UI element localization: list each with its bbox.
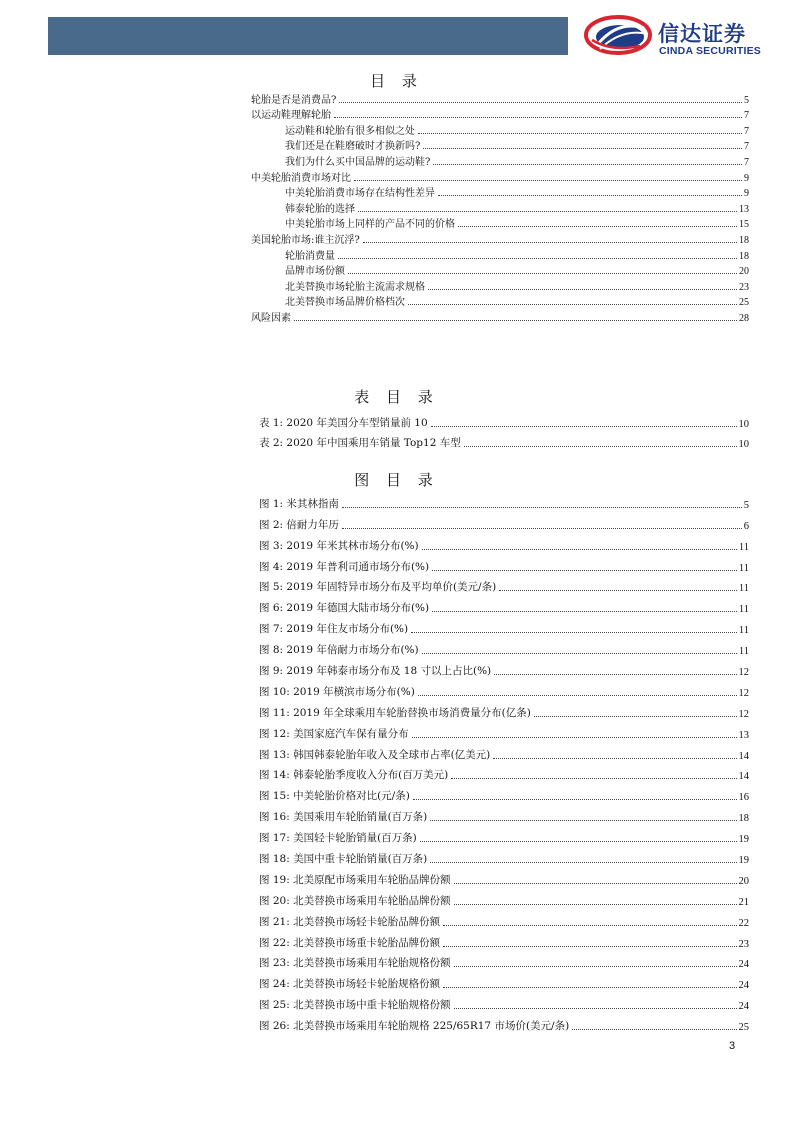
figure-list-entry-title: 图 1: 米其林指南 xyxy=(259,497,339,510)
dot-leader xyxy=(454,966,737,967)
figure-list-entry[interactable] xyxy=(259,866,749,887)
dot-leader xyxy=(534,716,737,717)
page-number: 3 xyxy=(729,1040,736,1052)
toc-entry-title: 以运动鞋理解轮胎 xyxy=(251,110,331,122)
toc-entry[interactable] xyxy=(251,152,749,168)
toc-entry-page: 9 xyxy=(744,172,749,184)
toc-title: 目 录 xyxy=(370,72,423,90)
figure-list-entry-page: 12 xyxy=(738,667,749,679)
dot-leader xyxy=(438,195,742,196)
figure-list-entry[interactable] xyxy=(259,532,749,553)
table-list-title: 表 目 录 xyxy=(354,388,439,406)
toc-entry[interactable] xyxy=(251,121,749,137)
toc-entry-page: 7 xyxy=(744,110,749,122)
figure-list-entry-page: 25 xyxy=(738,1022,749,1034)
figure-list-entry-title: 图 20: 北美替换市场乘用车轮胎品牌份额 xyxy=(259,894,451,907)
dot-leader xyxy=(443,925,736,926)
toc-entry[interactable] xyxy=(251,137,749,153)
table-list-entry-title: 表 2: 2020 年中国乘用车销量 Top12 车型 xyxy=(259,437,461,449)
toc-entry[interactable] xyxy=(251,277,749,293)
dot-leader xyxy=(431,426,737,427)
dot-leader xyxy=(342,507,742,508)
figure-list-entry-page: 21 xyxy=(738,896,749,908)
dot-leader xyxy=(413,799,737,800)
dot-leader xyxy=(464,446,737,447)
toc-entry-title: 中美轮胎市场上同样的产品不同的价格 xyxy=(285,219,455,231)
figure-list-entry-page: 11 xyxy=(738,625,749,637)
dot-leader xyxy=(430,862,736,863)
toc-entry-page: 25 xyxy=(739,297,749,309)
dot-leader xyxy=(428,289,737,290)
toc-entry-title: 中美轮胎消费市场对比 xyxy=(251,172,351,184)
figure-list-entry[interactable] xyxy=(259,950,749,971)
figure-list-entry-title: 图 7: 2019 年住友市场分布(%) xyxy=(259,623,409,636)
toc-entry-page: 23 xyxy=(739,281,749,293)
figure-list-entry-title: 图 5: 2019 年固特异市场分布及平均单价(美元/条) xyxy=(259,581,497,594)
dot-leader xyxy=(422,549,737,550)
figure-list-entry[interactable] xyxy=(259,699,749,720)
toc-entry-title: 我们为什么买中国品牌的运动鞋? xyxy=(285,156,431,168)
figure-list-entry[interactable] xyxy=(259,636,749,657)
figure-list-entry[interactable] xyxy=(259,615,749,636)
figure-list-entry-title: 图 19: 北美原配市场乘用车轮胎品牌份额 xyxy=(259,873,451,886)
figure-list-entry[interactable] xyxy=(259,657,749,678)
figure-list-entry-title: 图 24: 北美替换市场轻卡轮胎规格份额 xyxy=(259,978,441,991)
dot-leader xyxy=(422,653,737,654)
dot-leader xyxy=(572,1029,736,1030)
figure-list-entry[interactable] xyxy=(259,594,749,615)
figure-list-entry[interactable] xyxy=(259,782,749,803)
figure-list-entry-title: 图 25: 北美替换市场中重卡轮胎规格份额 xyxy=(259,999,451,1012)
dot-leader xyxy=(418,133,742,134)
figure-list-entry[interactable] xyxy=(259,929,749,950)
figure-list-entry[interactable] xyxy=(259,908,749,929)
toc-entry[interactable] xyxy=(251,230,749,246)
toc-list xyxy=(251,90,749,324)
figure-list-entry-page: 24 xyxy=(738,980,749,992)
dot-leader xyxy=(493,758,736,759)
dot-leader xyxy=(294,320,737,321)
dot-leader xyxy=(458,226,737,227)
toc-entry-page: 20 xyxy=(739,266,749,278)
toc-entry-title: 北美替换市场轮胎主流需求规格 xyxy=(285,281,425,293)
dot-leader xyxy=(430,820,736,821)
table-list-entry-title: 表 1: 2020 年美国分车型销量前 10 xyxy=(259,416,428,429)
toc-entry-title: 北美替换市场品牌价格档次 xyxy=(285,297,405,309)
toc-entry-title: 品牌市场份额 xyxy=(285,266,345,278)
figure-list-entry-page: 19 xyxy=(738,834,749,846)
dot-leader xyxy=(334,117,742,118)
figure-list-entry-title: 图 16: 美国乘用车轮胎销量(百万条) xyxy=(259,811,428,824)
dot-leader xyxy=(499,590,737,591)
toc-entry-title: 轮胎是否是消费品? xyxy=(251,94,337,106)
figure-list-entry-page: 5 xyxy=(743,499,749,511)
figure-list-entry-title: 图 21: 北美替换市场轻卡轮胎品牌份额 xyxy=(259,915,441,928)
toc-entry-page: 13 xyxy=(739,203,749,215)
figure-list-entry-page: 11 xyxy=(738,562,749,574)
figure-list-entry-page: 23 xyxy=(738,938,749,950)
dot-leader xyxy=(432,611,737,612)
figure-list-entry-title: 图 18: 美国中重卡轮胎销量(百万条) xyxy=(259,853,428,866)
dot-leader xyxy=(420,841,737,842)
toc-entry[interactable] xyxy=(251,246,749,262)
table-list xyxy=(259,409,749,450)
figure-list-entry-page: 19 xyxy=(738,855,749,867)
figure-list-entry[interactable] xyxy=(259,970,749,991)
dot-leader xyxy=(342,528,742,529)
toc-entry-page: 18 xyxy=(739,250,749,262)
figure-list-entry[interactable] xyxy=(259,678,749,699)
dot-leader xyxy=(348,273,737,274)
table-list-entry[interactable] xyxy=(259,409,749,430)
toc-entry-page: 7 xyxy=(744,141,749,153)
figure-list-entry-page: 16 xyxy=(738,792,749,804)
dot-leader xyxy=(338,258,737,259)
figure-list-entry[interactable] xyxy=(259,824,749,845)
figure-list-entry-title: 图 17: 美国轻卡轮胎销量(百万条) xyxy=(259,832,417,845)
figure-list-entry-title: 图 8: 2019 年倍耐力市场分布(%) xyxy=(259,644,419,657)
figure-list-title: 图 目 录 xyxy=(354,471,439,489)
logo-english-name: CINDA SECURITIES xyxy=(659,45,761,57)
toc-entry-title: 韩泰轮胎的选择 xyxy=(285,203,355,215)
figure-list-entry-title: 图 10: 2019 年横滨市场分布(%) xyxy=(259,685,415,698)
figure-list-entry[interactable] xyxy=(259,845,749,866)
figure-list-entry-page: 14 xyxy=(738,750,749,762)
figure-list-entry[interactable] xyxy=(259,1012,749,1033)
figure-list-entry-page: 24 xyxy=(738,1001,749,1013)
figure-list-entry-page: 22 xyxy=(738,917,749,929)
toc-entry-title: 风险因素 xyxy=(251,312,291,324)
figure-list-entry[interactable] xyxy=(259,887,749,908)
figure-list-entry-page: 11 xyxy=(738,604,749,616)
figure-list-entry-title: 图 12: 美国家庭汽车保有量分布 xyxy=(259,727,409,740)
figure-list-entry-title: 图 11: 2019 年全球乘用车轮胎替换市场消费量分布(亿条) xyxy=(259,706,531,719)
figure-list xyxy=(259,490,749,1033)
toc-entry-page: 5 xyxy=(744,94,749,106)
dot-leader xyxy=(358,211,737,212)
dot-leader xyxy=(411,632,737,633)
table-list-entry[interactable] xyxy=(259,430,749,451)
dot-leader xyxy=(443,946,736,947)
toc-entry[interactable] xyxy=(251,308,749,324)
figure-list-entry[interactable] xyxy=(259,511,749,532)
figure-list-entry-page: 20 xyxy=(738,875,749,887)
figure-list-entry-title: 图 3: 2019 年米其林市场分布(%) xyxy=(259,539,419,552)
figure-list-entry-page: 12 xyxy=(738,708,749,720)
table-list-entry-page: 10 xyxy=(738,418,749,430)
figure-list-entry-page: 11 xyxy=(738,583,749,595)
toc-entry[interactable] xyxy=(251,184,749,200)
toc-entry-title: 运动鞋和轮胎有很多相似之处 xyxy=(285,125,415,137)
figure-list-entry-title: 图 9: 2019 年韩泰市场分布及 18 寸以上占比(%) xyxy=(259,665,492,678)
cinda-logo xyxy=(582,14,772,58)
figure-list-entry-page: 14 xyxy=(738,771,749,783)
figure-list-entry-title: 图 2: 倍耐力年历 xyxy=(259,518,339,531)
figure-list-entry-page: 6 xyxy=(743,520,749,532)
logo-chinese-name: 信达证券 xyxy=(658,22,746,46)
dot-leader xyxy=(451,778,736,779)
toc-entry-page: 28 xyxy=(739,312,749,324)
figure-list-entry-page: 11 xyxy=(738,541,749,553)
toc-entry[interactable] xyxy=(251,215,749,231)
table-list-entry-page: 10 xyxy=(738,439,749,450)
figure-list-entry-title: 图 6: 2019 年德国大陆市场分布(%) xyxy=(259,602,430,615)
dot-leader xyxy=(408,304,737,305)
dot-leader xyxy=(339,102,742,103)
figure-list-entry[interactable] xyxy=(259,720,749,741)
dot-leader xyxy=(432,570,737,571)
toc-entry-title: 中美轮胎消费市场存在结构性差异 xyxy=(285,188,435,200)
figure-list-entry[interactable] xyxy=(259,762,749,783)
toc-entry[interactable] xyxy=(251,168,749,184)
figure-list-entry-page: 18 xyxy=(738,813,749,825)
figure-list-entry[interactable] xyxy=(259,574,749,595)
dot-leader xyxy=(423,148,742,149)
dot-leader xyxy=(412,737,737,738)
figure-list-entry[interactable] xyxy=(259,490,749,511)
dot-leader xyxy=(433,164,742,165)
toc-entry[interactable] xyxy=(251,262,749,278)
figure-list-entry[interactable] xyxy=(259,553,749,574)
dot-leader xyxy=(454,904,737,905)
toc-entry-page: 7 xyxy=(744,156,749,168)
dot-leader xyxy=(454,883,737,884)
toc-entry-page: 18 xyxy=(739,234,749,246)
figure-list-entry-page: 11 xyxy=(738,646,749,658)
figure-list-entry[interactable] xyxy=(259,741,749,762)
header-bar xyxy=(48,17,568,55)
dot-leader xyxy=(363,242,737,243)
toc-entry[interactable] xyxy=(251,199,749,215)
toc-entry-page: 9 xyxy=(744,188,749,200)
toc-entry[interactable] xyxy=(251,293,749,309)
dot-leader xyxy=(354,180,742,181)
toc-entry-title: 轮胎消费量 xyxy=(285,250,335,262)
toc-entry-title: 美国轮胎市场:谁主沉浮? xyxy=(251,234,360,246)
figure-list-entry-page: 13 xyxy=(738,729,749,741)
figure-list-entry-title: 图 22: 北美替换市场重卡轮胎品牌份额 xyxy=(259,936,441,949)
toc-entry-title: 我们还是在鞋磨破时才换新吗? xyxy=(285,141,421,153)
dot-leader xyxy=(418,695,737,696)
figure-list-entry-title: 图 15: 中美轮胎价格对比(元/条) xyxy=(259,790,410,803)
figure-list-entry-title: 图 23: 北美替换市场乘用车轮胎规格份额 xyxy=(259,957,451,970)
toc-entry-page: 7 xyxy=(744,125,749,137)
figure-list-entry-title: 图 13: 韩国韩泰轮胎年收入及全球市占率(亿美元) xyxy=(259,748,491,761)
dot-leader xyxy=(454,1008,737,1009)
figure-list-entry-title: 图 14: 韩泰轮胎季度收入分布(百万美元) xyxy=(259,769,449,782)
figure-list-entry-page: 24 xyxy=(738,959,749,971)
toc-entry[interactable] xyxy=(251,90,749,106)
toc-entry[interactable] xyxy=(251,106,749,122)
dot-leader xyxy=(494,674,736,675)
figure-list-entry-title: 图 4: 2019 年普利司通市场分布(%) xyxy=(259,560,430,573)
figure-list-entry-title: 图 26: 北美替换市场乘用车轮胎规格 225/65R17 市场价(美元/条) xyxy=(259,1020,570,1033)
figure-list-entry-page: 12 xyxy=(738,687,749,699)
toc-entry-page: 15 xyxy=(739,219,749,231)
dot-leader xyxy=(443,987,736,988)
figure-list-entry[interactable] xyxy=(259,803,749,824)
figure-list-entry[interactable] xyxy=(259,991,749,1012)
cinda-logo-mark-icon xyxy=(582,14,652,58)
